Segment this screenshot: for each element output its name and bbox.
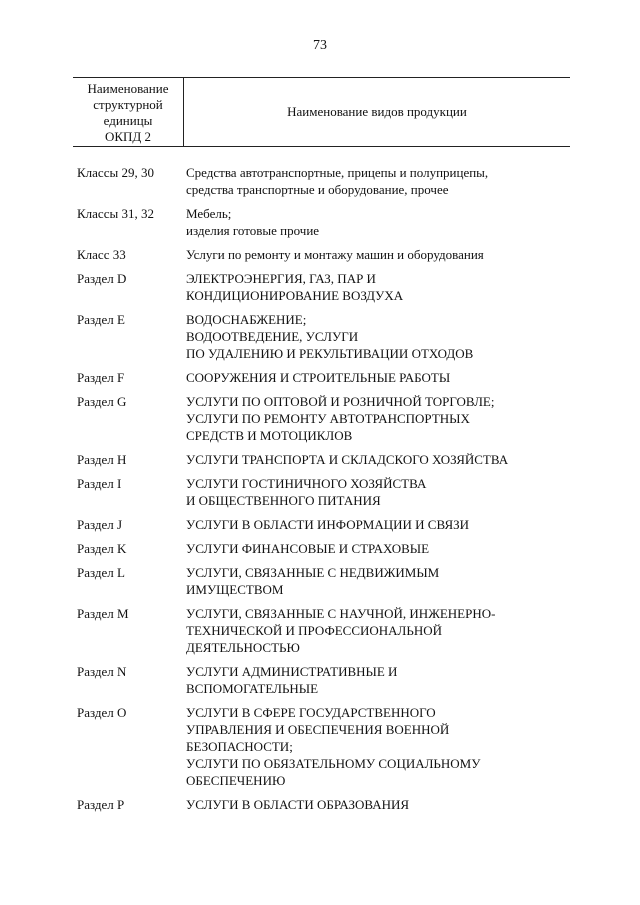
table-row: [77, 270, 577, 304]
table-row: [77, 246, 577, 263]
row-name: Средства автотранспортные, прицепы и полуприцепы, средства транспортные и оборудование, прочее: [186, 165, 489, 197]
row-code: Раздел J: [77, 517, 123, 532]
table-row: [77, 205, 577, 239]
table-row: [77, 311, 577, 362]
row-name: УСЛУГИ ПО ОПТОВОЙ И РОЗНИЧНОЙ ТОРГОВЛЕ; УСЛУГИ ПО РЕМОНТУ АВТОТРАНСПОРТНЫХ СРЕДСТВ И МОТОЦИКЛОВ: [186, 394, 495, 443]
row-code: Класс 33: [77, 247, 126, 262]
row-name: ЭЛЕКТРОЭНЕРГИЯ, ГАЗ, ПАР И КОНДИЦИОНИРОВАНИЕ ВОЗДУХА: [186, 271, 404, 303]
row-code: Раздел I: [77, 476, 122, 491]
row-code: Раздел E: [77, 312, 125, 327]
table-row: [77, 516, 577, 533]
table-row: [77, 796, 577, 813]
row-name: УСЛУГИ В ОБЛАСТИ ИНФОРМАЦИИ И СВЯЗИ: [186, 517, 470, 532]
row-code: Раздел L: [77, 565, 125, 580]
table-row: [77, 564, 577, 598]
row-name: УСЛУГИ, СВЯЗАННЫЕ С НЕДВИЖИМЫМ ИМУЩЕСТВОМ: [186, 565, 440, 597]
row-code: Раздел D: [77, 271, 127, 286]
table-row: [77, 605, 577, 656]
table-header: [73, 77, 570, 147]
row-code: Раздел F: [77, 370, 125, 385]
row-code: Раздел G: [77, 394, 127, 409]
row-name: УСЛУГИ В СФЕРЕ ГОСУДАРСТВЕННОГО УПРАВЛЕНИЯ И ОБЕСПЕЧЕНИЯ ВОЕННОЙ БЕЗОПАСНОСТИ; УСЛУГИ ПО ОБЯЗАТЕЛЬНОМУ СОЦИАЛЬНОМУ ОБЕСПЕЧЕНИЮ: [186, 705, 481, 788]
row-code: Раздел O: [77, 705, 127, 720]
row-code: Классы 29, 30: [77, 165, 154, 180]
row-name: УСЛУГИ ГОСТИНИЧНОГО ХОЗЯЙСТВА И ОБЩЕСТВЕННОГО ПИТАНИЯ: [186, 476, 427, 508]
row-code: Раздел H: [77, 452, 127, 467]
row-name: УСЛУГИ В ОБЛАСТИ ОБРАЗОВАНИЯ: [186, 797, 410, 812]
row-code: Раздел P: [77, 797, 125, 812]
header-name-column: Наименование видов продукции: [287, 104, 467, 119]
table-row: [77, 704, 577, 789]
row-name: СООРУЖЕНИЯ И СТРОИТЕЛЬНЫЕ РАБОТЫ: [186, 370, 451, 385]
table-row: [77, 369, 577, 386]
row-name: УСЛУГИ ТРАНСПОРТА И СКЛАДСКОГО ХОЗЯЙСТВА: [186, 452, 509, 467]
row-name: УСЛУГИ, СВЯЗАННЫЕ С НАУЧНОЙ, ИНЖЕНЕРНО- ТЕХНИЧЕСКОЙ И ПРОФЕССИОНАЛЬНОЙ ДЕЯТЕЛЬНОСТЬЮ: [186, 606, 496, 655]
row-name: Мебель; изделия готовые прочие: [186, 206, 320, 238]
table-row: [77, 393, 577, 444]
row-code: Раздел N: [77, 664, 127, 679]
table-row: [77, 540, 577, 557]
row-name: УСЛУГИ ФИНАНСОВЫЕ И СТРАХОВЫЕ: [186, 541, 430, 556]
table-row: [77, 663, 577, 697]
row-code: Раздел M: [77, 606, 129, 621]
row-name: Услуги по ремонту и монтажу машин и оборудования: [186, 247, 484, 262]
table-row: [77, 451, 577, 468]
table-row: [77, 475, 577, 509]
row-code: Раздел K: [77, 541, 127, 556]
table-row: [77, 164, 577, 198]
table-body: [77, 164, 577, 820]
row-code: Классы 31, 32: [77, 206, 154, 221]
page-number: 73: [313, 38, 327, 53]
row-name: ВОДОСНАБЖЕНИЕ; ВОДООТВЕДЕНИЕ, УСЛУГИ ПО УДАЛЕНИЮ И РЕКУЛЬТИВАЦИИ ОТХОДОВ: [186, 312, 474, 361]
row-name: УСЛУГИ АДМИНИСТРАТИВНЫЕ И ВСПОМОГАТЕЛЬНЫЕ: [186, 664, 398, 696]
header-code-column: Наименование структурной единицы ОКПД 2: [73, 78, 184, 146]
